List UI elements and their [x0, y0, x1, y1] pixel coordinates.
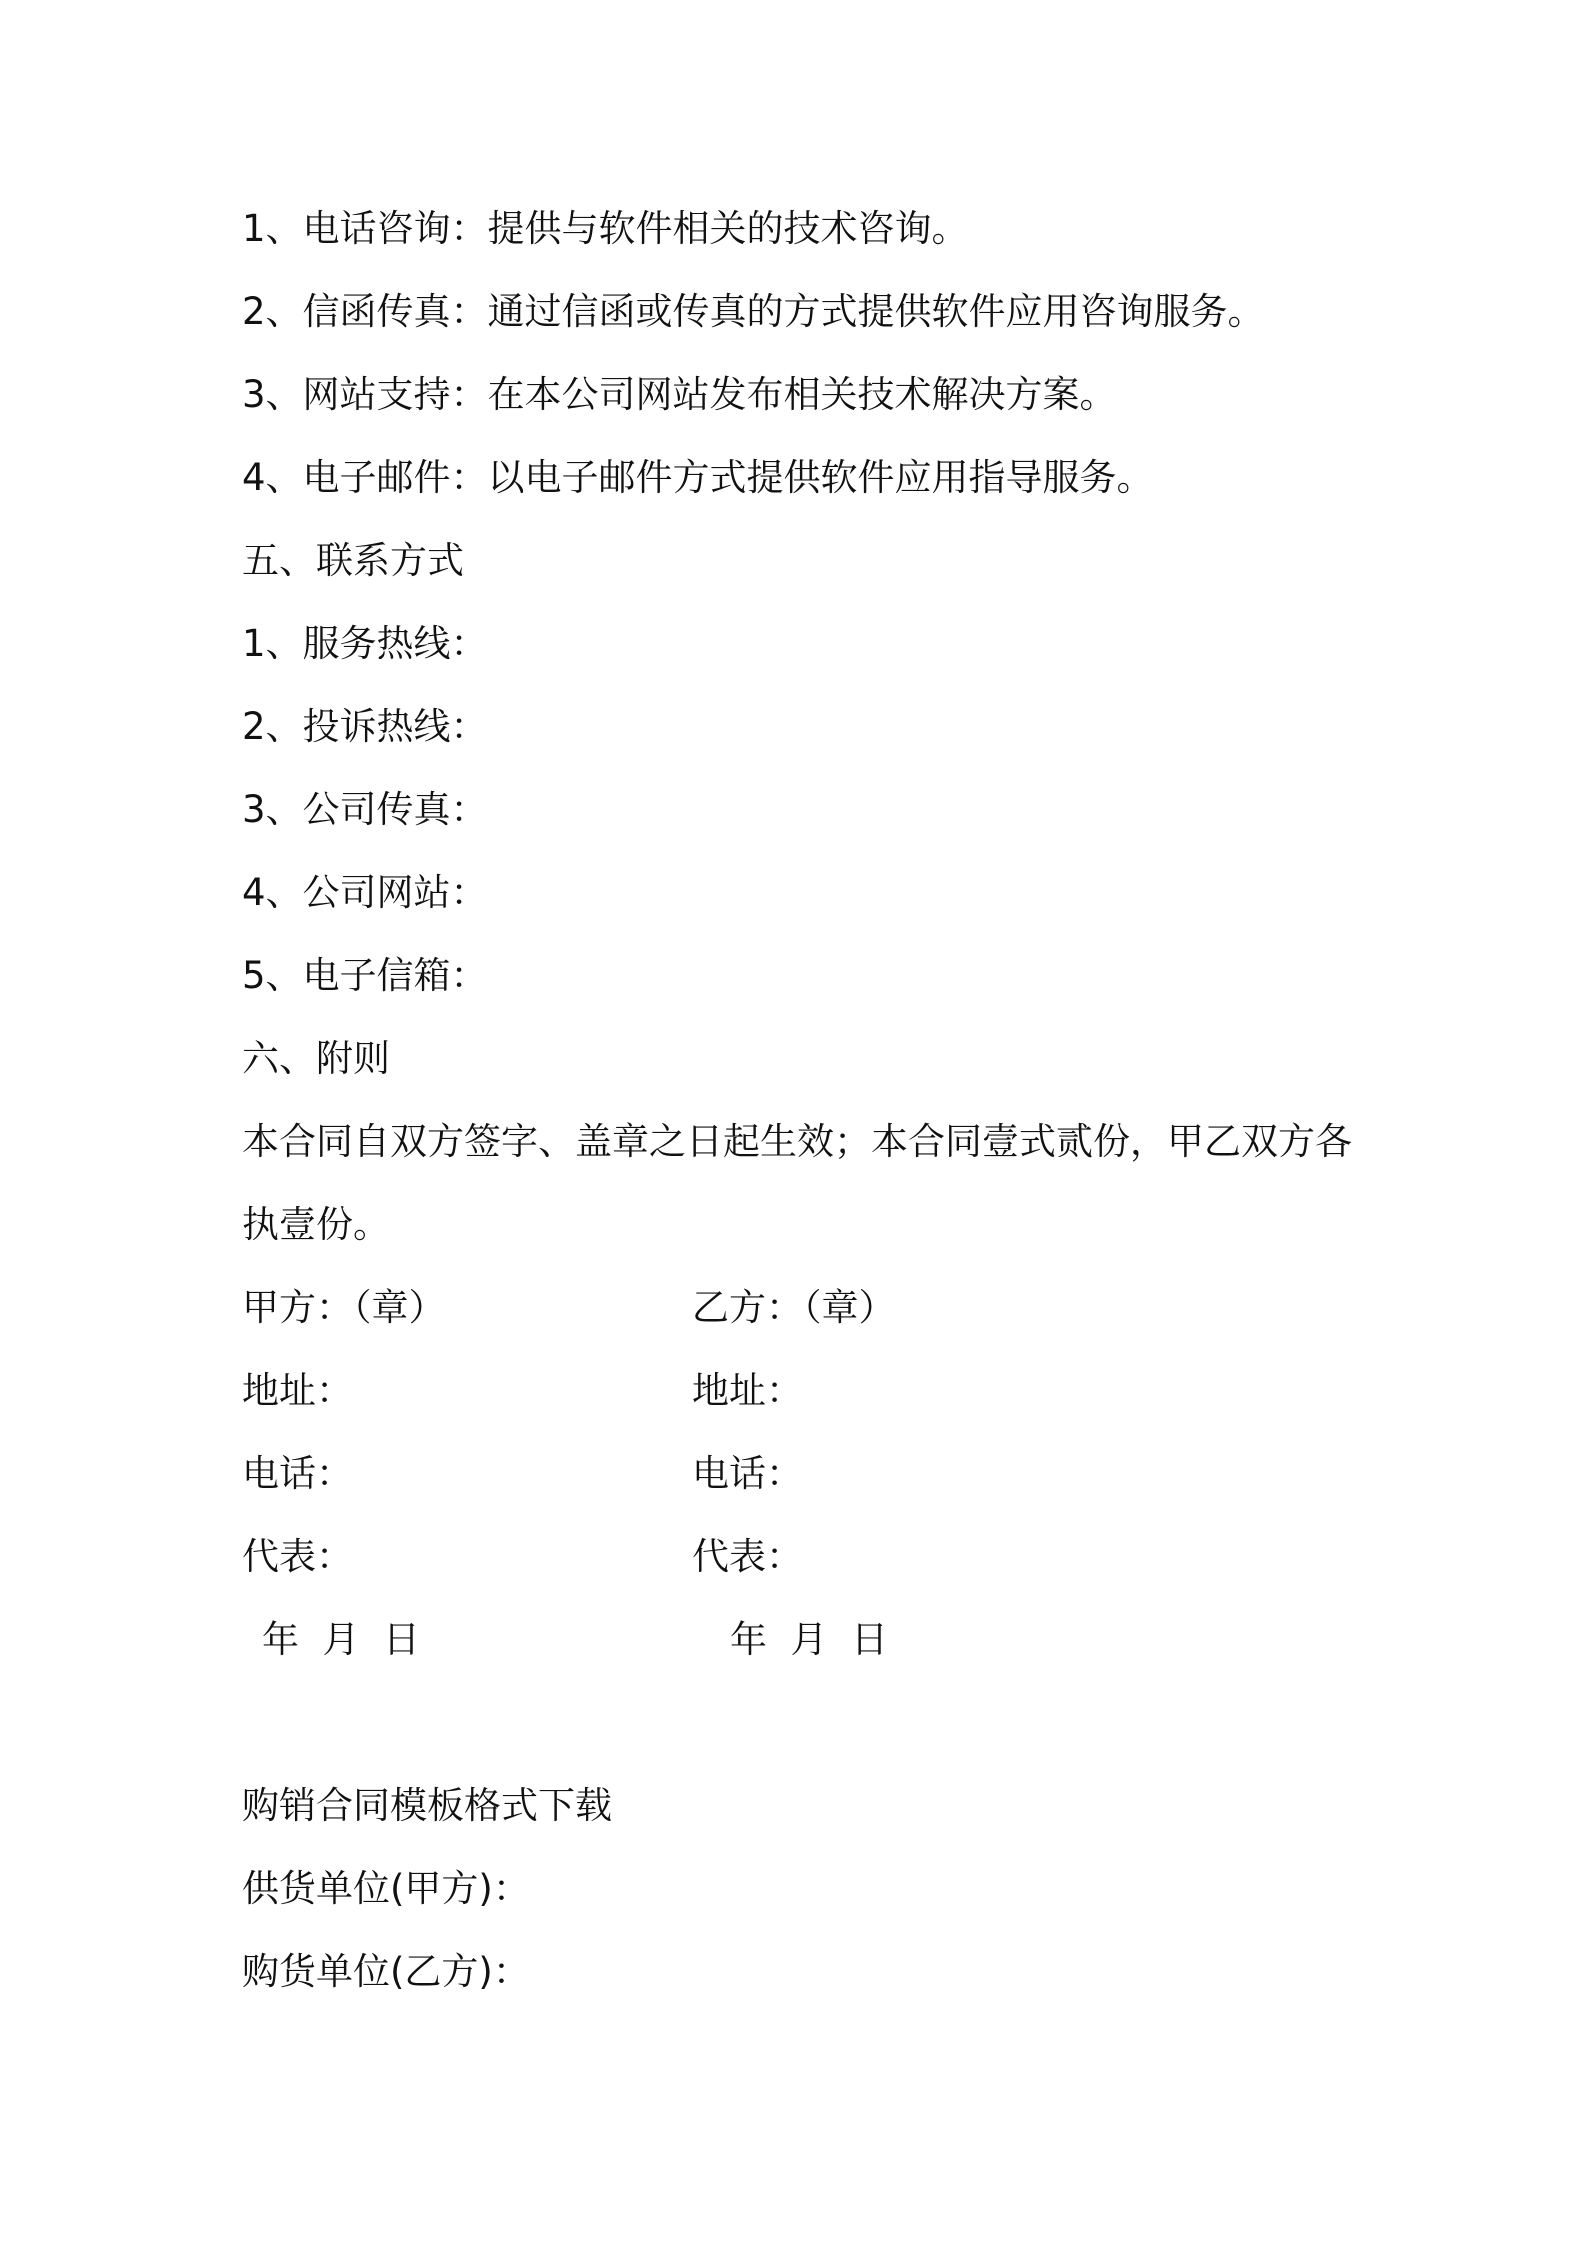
party-a-date: 年 月 日	[262, 1618, 421, 1661]
supplier-line: 供货单位(甲方)：	[242, 1867, 530, 1910]
service-item-2: 2、信函传真：通过信函或传真的方式提供软件应用咨询服务。	[242, 290, 1265, 333]
contact-hotline: 1、服务热线：	[242, 622, 488, 665]
party-a-name: 甲方：（章）	[242, 1286, 446, 1329]
service-item-4: 4、电子邮件：以电子邮件方式提供软件应用指导服务。	[242, 456, 1154, 499]
contact-website: 4、公司网站：	[242, 871, 488, 914]
party-b-address: 地址：	[692, 1369, 803, 1412]
next-section-title: 购销合同模板格式下载	[242, 1784, 612, 1827]
party-b-phone: 电话：	[692, 1452, 803, 1495]
contact-fax: 3、公司传真：	[242, 788, 488, 831]
contact-heading: 五、联系方式	[242, 539, 464, 582]
party-a-rep: 代表：	[242, 1535, 353, 1578]
service-item-1: 1、电话咨询：提供与软件相关的技术咨询。	[242, 207, 969, 250]
party-b-date: 年 月 日	[730, 1618, 889, 1661]
party-a-address: 地址：	[242, 1369, 353, 1412]
appendix-text-line2: 执壹份。	[242, 1203, 390, 1246]
party-b-rep: 代表：	[692, 1535, 803, 1578]
contact-email: 5、电子信箱：	[242, 954, 488, 997]
party-b-name: 乙方：（章）	[692, 1286, 896, 1329]
contact-complaint: 2、投诉热线：	[242, 705, 488, 748]
appendix-text-line1: 本合同自双方签字、盖章之日起生效；本合同壹式贰份，甲乙双方各	[242, 1120, 1352, 1163]
appendix-heading: 六、附则	[242, 1037, 390, 1080]
buyer-line: 购货单位(乙方)：	[242, 1950, 530, 1993]
service-item-3: 3、网站支持：在本公司网站发布相关技术解决方案。	[242, 373, 1117, 416]
party-a-phone: 电话：	[242, 1452, 353, 1495]
